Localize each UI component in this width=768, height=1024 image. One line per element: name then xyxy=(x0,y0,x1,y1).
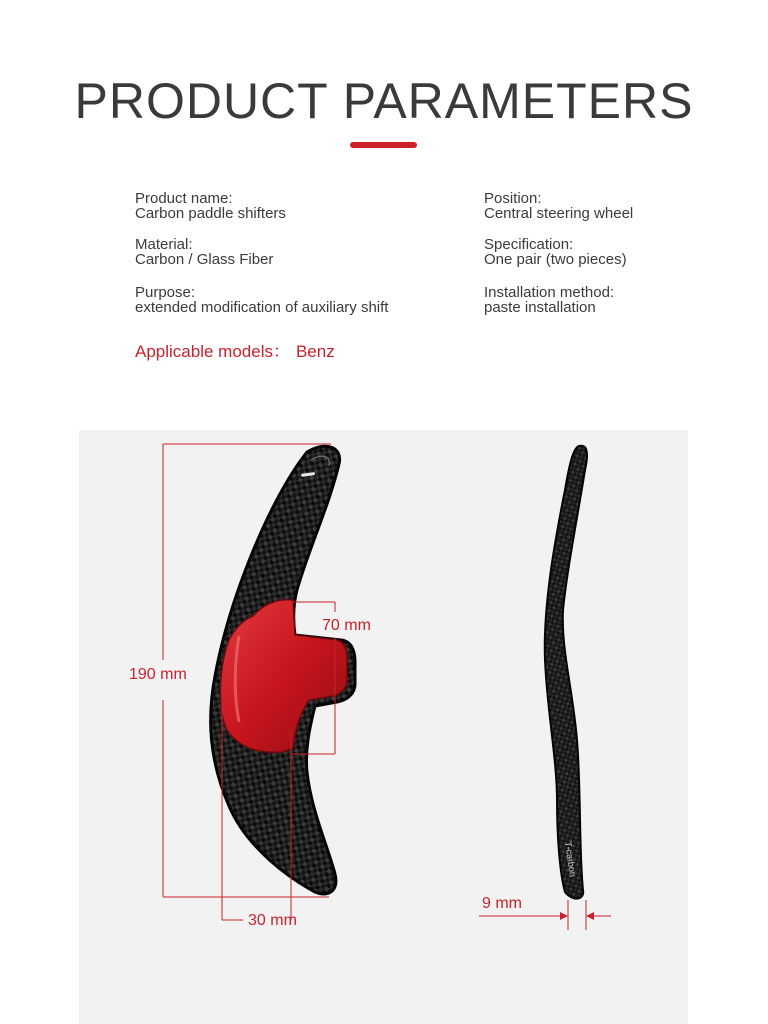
applicable-models-label: Applicable models： xyxy=(135,342,290,361)
param-specification xyxy=(484,237,627,267)
applicable-models xyxy=(135,337,335,362)
dimension-tab-label: 70 mm xyxy=(322,617,371,634)
param-material xyxy=(135,237,273,267)
param-label: Installation method: xyxy=(484,284,615,301)
page-title: PRODUCT PARAMETERS xyxy=(74,73,694,129)
param-label: Purpose: xyxy=(135,284,196,301)
param-value: Central steering wheel xyxy=(484,205,634,222)
param-value: paste installation xyxy=(484,299,596,316)
param-value: One pair (two pieces) xyxy=(484,251,627,268)
param-value: Carbon paddle shifters xyxy=(135,205,286,222)
param-position xyxy=(484,191,633,221)
dimension-height-label: 190 mm xyxy=(129,666,187,683)
brand-mark: T-carbon xyxy=(563,840,578,878)
applicable-models-value: Benz xyxy=(295,342,335,361)
dimension-width-label: 30 mm xyxy=(248,912,297,929)
param-label: Product name: xyxy=(135,190,233,207)
param-label: Position: xyxy=(484,190,542,207)
param-value: Carbon / Glass Fiber xyxy=(135,251,274,268)
param-installation-method xyxy=(484,285,614,315)
product-image-panel xyxy=(79,430,688,1024)
param-label: Specification: xyxy=(484,236,574,253)
param-label: Material: xyxy=(135,236,193,253)
paddle-illustration xyxy=(79,430,688,1024)
paddle-front-view xyxy=(211,446,355,894)
paddle-side-view xyxy=(545,446,587,899)
dimension-arrows xyxy=(560,912,594,920)
param-product-name xyxy=(135,191,286,221)
param-purpose xyxy=(135,285,388,315)
title-underline xyxy=(350,142,417,148)
param-value: extended modification of auxiliary shift xyxy=(135,299,389,316)
dimension-thickness-label: 9 mm xyxy=(482,895,522,912)
